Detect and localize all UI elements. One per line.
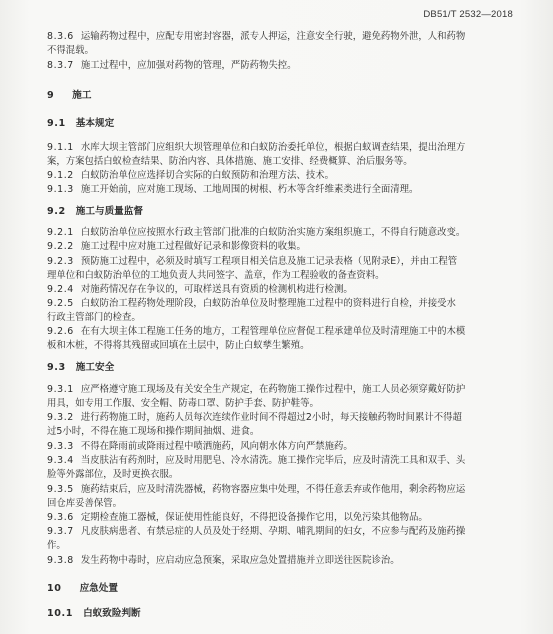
clause-number: 9.3.1 <box>47 384 74 395</box>
section-heading <box>47 90 91 101</box>
clause-text: 行政主管部门的检查。 <box>47 312 141 323</box>
clause-text: 案，方案包括白蚁检查结果、防治内容、具体措施、施工安排、经费概算、治后服务等。 <box>47 156 413 167</box>
clause-number: 9.3.5 <box>47 484 74 495</box>
clause-text: 施工 <box>72 90 92 101</box>
clause-text: 运输药物过程中，应配专用密封容器，派专人押运，注意安全行驶，避免药物外泄，人和药物 <box>80 31 466 42</box>
clause-number: 9.2.4 <box>47 284 74 295</box>
clause-number: 9.2 <box>47 206 66 217</box>
text-line <box>47 45 94 56</box>
text-line <box>47 512 428 523</box>
document-id: DB51/T 2532—2018 <box>423 9 513 20</box>
clause-number: 9.2.6 <box>47 326 74 337</box>
text-line <box>47 484 465 495</box>
clause-text: 基本规定 <box>75 118 115 129</box>
clause-number: 9.1.2 <box>47 170 74 181</box>
text-line <box>47 555 400 566</box>
clause-number: 9.3.7 <box>47 526 74 537</box>
text-line <box>47 455 465 466</box>
clause-text: 施工过程中应对施工过程做好记录和影像资料的收集。 <box>80 241 306 252</box>
clause-text: 凡皮肤病患者、有禁忌症的人员及处于经期、孕期、哺乳期间的妇女，不应参与配药及施药操 <box>80 526 466 537</box>
clause-text: 白蚁防治单位应选择切合实际的白蚁预防和治理方法、技术。 <box>80 170 334 181</box>
section-heading <box>47 362 114 373</box>
clause-text: 白蚁防治单位应按照水行政主管部门批准的白蚁防治实施方案组织施工，不得自行随意改变。 <box>80 227 466 238</box>
text-line <box>47 60 297 71</box>
section-heading <box>47 118 114 129</box>
text-line <box>47 298 456 309</box>
clause-number: 9.1.3 <box>47 184 74 195</box>
text-line <box>47 156 413 167</box>
clause-number: 9.3.3 <box>47 441 74 452</box>
clause-text: 不得混载。 <box>47 45 94 56</box>
clause-number: 8.3.6 <box>47 31 74 42</box>
text-line <box>47 412 462 423</box>
clause-text: 白蚁致险判断 <box>83 608 141 619</box>
section-heading <box>47 608 141 619</box>
text-line <box>47 256 457 267</box>
clause-number: 10.1 <box>47 608 74 619</box>
clause-number: 9.3.8 <box>47 555 74 566</box>
clause-number: 9.2.5 <box>47 298 74 309</box>
clause-text: 施工过程中，应加强对药物的管理，严防药物失控。 <box>80 60 297 71</box>
clause-text: 进行药物施工时，施药人员每次连续作业时间不得超过2小时，每天接触药物时间累计不得超 <box>80 412 462 423</box>
clause-number: 9.3.4 <box>47 455 74 466</box>
text-line <box>47 227 465 238</box>
clause-text: 作。 <box>47 540 66 551</box>
clause-text: 预防施工过程中，必须及时填写工程项目相关信息及施工记录表格（见附录E），并由工程管 <box>80 256 458 267</box>
clause-text: 脸等外露部位，及时更换衣服。 <box>47 469 179 480</box>
clause-text: 施工安全 <box>75 362 115 373</box>
clause-text: 过5小时，不得在施工现场和操作期间抽烟、进食。 <box>47 426 260 437</box>
clause-text: 施工与质量监督 <box>75 206 143 217</box>
text-line <box>47 142 465 153</box>
clause-text: 用具，如专用工作服、安全帽、防毒口罩、防护手套、防护鞋等。 <box>47 398 319 409</box>
text-line <box>47 526 465 537</box>
clause-text: 施工开始前，应对施工现场、工地周围的树根、朽木等含纤维素类进行全面清理。 <box>80 184 419 195</box>
clause-number: 9.3 <box>47 362 66 373</box>
clause-number: 9.3.2 <box>47 412 74 423</box>
clause-text: 当皮肤沾有药剂时，应及时用肥皂、冷水清洗。施工操作完毕后，应及时清洗工具和双手、头 <box>80 455 466 466</box>
clause-text: 板和木桩，不得将其残留或回填在土层中，防止白蚁孳生繁殖。 <box>47 340 310 351</box>
clause-text: 对施药情况存在争议的，可取样送具有资质的检测机构进行检测。 <box>80 284 353 295</box>
text-line <box>47 184 418 195</box>
clause-text: 定期检查施工器械，保证使用性能良好，不得把设备操作它用，以免污染其他物品。 <box>80 512 428 523</box>
section-heading <box>47 583 118 594</box>
clause-number: 9 <box>47 90 55 101</box>
clause-text: 回仓库妥善保管。 <box>47 498 123 509</box>
clause-text: 应急处置 <box>79 583 118 594</box>
clause-text: 施药结束后，应及时清洗器械，药物容器应集中处理，不得任意丢弃或作他用，剩余药物应运 <box>80 484 466 495</box>
text-line <box>47 340 310 351</box>
text-line <box>47 384 465 395</box>
clause-number: 9.3.6 <box>47 512 74 523</box>
section-heading <box>47 206 143 217</box>
text-line <box>47 170 334 181</box>
text-line <box>47 241 306 252</box>
text-line <box>47 498 122 509</box>
text-line <box>47 540 66 551</box>
clause-text: 理单位和白蚁防治单位的工地负责人共同签字、盖章，作为工程验收的备查资料。 <box>47 270 385 281</box>
text-line <box>47 312 141 323</box>
text-line <box>47 31 465 42</box>
clause-text: 发生药物中毒时，应启动应急预案，采取应急处置措施并立即送往医院诊治。 <box>80 555 400 566</box>
text-line <box>47 326 465 337</box>
clause-number: 9.1 <box>47 118 66 129</box>
clause-text: 不得在降雨前或降雨过程中喷洒施药，风向朝水体方向严禁施药。 <box>80 441 353 452</box>
text-line <box>47 441 353 452</box>
clause-number: 9.1.1 <box>47 142 74 153</box>
clause-number: 9.2.1 <box>47 227 74 238</box>
text-line <box>47 398 319 409</box>
clause-number: 9.2.3 <box>47 256 74 267</box>
clause-number: 9.2.2 <box>47 241 74 252</box>
text-line <box>47 270 385 281</box>
clause-number: 8.3.7 <box>47 60 74 71</box>
clause-text: 水库大坝主管部门应组织大坝管理单位和白蚁防治委托单位，根据白蚁调查结果，提出治理方 <box>80 142 466 153</box>
clause-text: 应严格遵守施工现场及有关安全生产规定，在药物施工操作过程中，施工人员必须穿戴好防护 <box>80 384 466 395</box>
clause-text: 在有大坝主体工程施工任务的地方，工程管理单位应督促工程承建单位及时清理施工中的木模 <box>80 326 466 337</box>
clause-text: 白蚁防治工程药物处理阶段，白蚁防治单位及时整理施工过程中的资料进行自检，并接受水 <box>80 298 456 309</box>
clause-number: 10 <box>47 583 62 594</box>
text-line <box>47 469 178 480</box>
text-line <box>47 284 353 295</box>
text-line <box>47 426 259 437</box>
